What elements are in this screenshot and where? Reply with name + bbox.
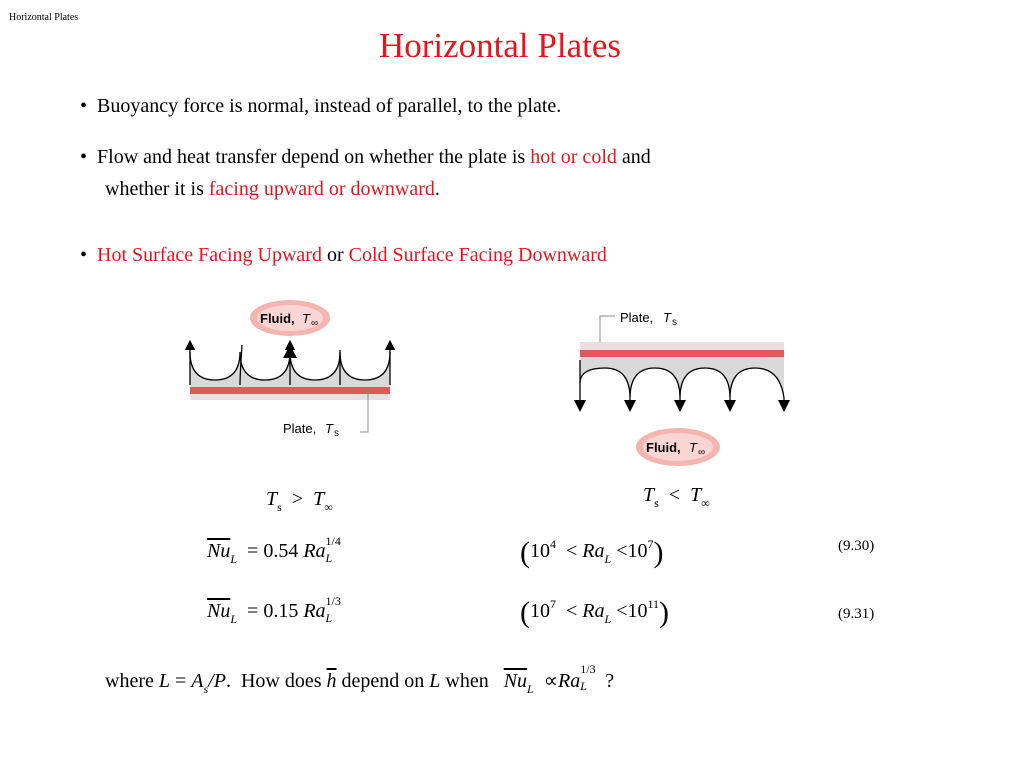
range-var-sub: L <box>604 612 612 626</box>
tinf-symbol: T <box>313 488 325 510</box>
ra-exponent-group <box>325 534 346 565</box>
ra-exponent-group <box>580 662 600 693</box>
equals: = <box>247 600 259 622</box>
arrow-down-icon <box>724 400 736 412</box>
ra-symbol: Ra <box>558 670 581 692</box>
bullet-marker: • <box>80 146 88 168</box>
nu-subscript: L <box>527 682 534 696</box>
when-text: when <box>440 670 494 692</box>
ts-symbol: T <box>266 488 278 510</box>
equation-number-9-31: (9.31) <box>838 606 875 622</box>
ra-subscript: L <box>325 551 333 565</box>
period: . <box>225 670 231 692</box>
nu-subscript: L <box>230 552 238 566</box>
h-symbol: $\overline{h}$ <box>326 670 337 692</box>
plate <box>580 350 784 357</box>
question-mark: ? <box>600 670 615 692</box>
nu-symbol: $\overline{Nu}$ <box>503 670 528 692</box>
arrow-down-icon <box>778 400 790 412</box>
less-than: < <box>566 540 578 562</box>
ra-exponent: 1/3 <box>325 594 341 608</box>
plate-symbol: T <box>325 421 333 436</box>
nu-symbol: $\overline{Nu}$ <box>207 600 231 622</box>
coefficient: 0.54 <box>263 540 299 562</box>
range-low: 10 <box>530 600 550 622</box>
equals: = <box>247 540 259 562</box>
bullet-2-line-2 <box>105 178 440 201</box>
bullet-3-cold-down: Cold Surface Facing Downward <box>348 244 607 266</box>
nu-subscript: L <box>230 612 238 626</box>
less-than: < <box>616 540 628 562</box>
plate-label: Plate, <box>283 421 317 436</box>
less-than: < <box>566 600 578 622</box>
range-var-sub: L <box>604 552 612 566</box>
condition-left <box>266 488 333 515</box>
range-low-exp: 7 <box>550 597 556 611</box>
L2-symbol: L <box>429 670 441 692</box>
range-low: 10 <box>530 540 550 562</box>
bullet-marker: • <box>80 244 88 266</box>
coefficient: 0.15 <box>263 600 299 622</box>
P-symbol: /P <box>208 670 226 692</box>
arrow-down-icon <box>624 400 636 412</box>
ts-subscript: s <box>654 496 659 510</box>
A-symbol: A <box>191 670 204 692</box>
condition-right <box>643 484 710 511</box>
where-text: where <box>105 670 159 692</box>
bullet-2-text-a: Flow and heat transfer depend on whether the plate is <box>97 146 531 168</box>
ra-exponent: 1/3 <box>580 662 596 676</box>
greater-than: > <box>291 488 304 510</box>
plate-subscript: s <box>672 317 677 328</box>
arrow-down-icon <box>574 400 586 412</box>
ts-subscript: s <box>277 500 282 514</box>
less-than: < <box>668 484 681 506</box>
slide-header-label: Horizontal Plates <box>9 12 79 23</box>
fluid-label: Fluid, <box>646 440 681 455</box>
plate-symbol: T <box>663 310 671 325</box>
range-high-exp: 11 <box>647 597 660 611</box>
equals: = <box>169 670 192 692</box>
range-high: 10 <box>627 600 648 622</box>
footer-question <box>105 662 615 697</box>
ra-exponent: 1/4 <box>325 534 341 548</box>
bullet-2-hot-or-cold: hot or cold <box>530 146 617 168</box>
how-text: How does <box>240 670 327 692</box>
less-than: < <box>616 600 628 622</box>
nu-symbol: $\overline{Nu}$ <box>207 540 231 562</box>
fluid-symbol: T <box>302 311 310 326</box>
A-subscript: s <box>203 682 209 696</box>
bullet-2-text-c: whether it is <box>105 178 209 200</box>
tinf-subscript: ∞ <box>701 496 710 510</box>
bullet-3-hot-up: Hot Surface Facing Upward <box>97 244 322 266</box>
range-high: 10 <box>627 540 648 562</box>
ra-symbol: Ra <box>303 600 326 622</box>
left-paren: ( <box>520 536 530 569</box>
bullet-3 <box>80 244 607 267</box>
bullet-2-facing: facing upward or downward <box>208 178 435 200</box>
range-low-exp: 4 <box>550 537 556 551</box>
bullet-2-end: . <box>434 178 440 200</box>
fluid-symbol: T <box>689 440 697 455</box>
range-high-exp: 7 <box>647 537 654 551</box>
slide-title: Horizontal Plates <box>378 26 622 65</box>
range-var: Ra <box>582 600 605 622</box>
fluid-subscript: ∞ <box>698 447 706 458</box>
tinf-subscript: ∞ <box>324 500 333 514</box>
plate-insulation <box>190 394 390 400</box>
figure-cold-plate-downward <box>570 298 790 473</box>
plate <box>190 387 390 394</box>
ra-subscript: L <box>325 611 333 625</box>
bullet-marker: • <box>80 95 88 117</box>
ra-subscript: L <box>580 679 587 693</box>
plate-label: Plate, <box>620 310 654 325</box>
bullet-1-text: Buoyancy force is normal, instead of parallel, to the plate. <box>97 95 562 117</box>
fluid-label: Fluid, <box>260 311 295 326</box>
proportional-icon: ∝ <box>543 670 559 692</box>
ra-exponent-group <box>325 594 346 625</box>
plate-subscript: s <box>334 428 339 439</box>
fluid-subscript: ∞ <box>311 318 319 329</box>
range-9-30 <box>520 536 663 570</box>
ts-symbol: T <box>643 484 655 506</box>
plate-leader-line <box>600 316 615 346</box>
L-symbol: L <box>158 670 170 692</box>
depend-text: depend on <box>336 670 430 692</box>
arrow-down-icon <box>674 400 686 412</box>
left-paren: ( <box>520 596 530 629</box>
bullet-2-text-b: and <box>616 146 651 168</box>
figure-hot-plate-upward <box>180 290 400 450</box>
bullet-1 <box>80 95 561 118</box>
bullet-2 <box>80 146 651 169</box>
range-9-31 <box>520 596 669 630</box>
equation-number-9-30: (9.30) <box>838 538 875 554</box>
arrow-head-icon <box>283 345 297 358</box>
equation-9-31 <box>207 594 346 627</box>
equation-9-30 <box>207 534 346 567</box>
plate-insulation <box>580 342 784 350</box>
bullet-3-or: or <box>321 244 349 266</box>
tinf-symbol: T <box>690 484 702 506</box>
right-paren: ) <box>653 536 664 569</box>
plume-region <box>580 357 784 398</box>
range-var: Ra <box>582 540 605 562</box>
ra-symbol: Ra <box>303 540 326 562</box>
right-paren: ) <box>659 596 670 629</box>
